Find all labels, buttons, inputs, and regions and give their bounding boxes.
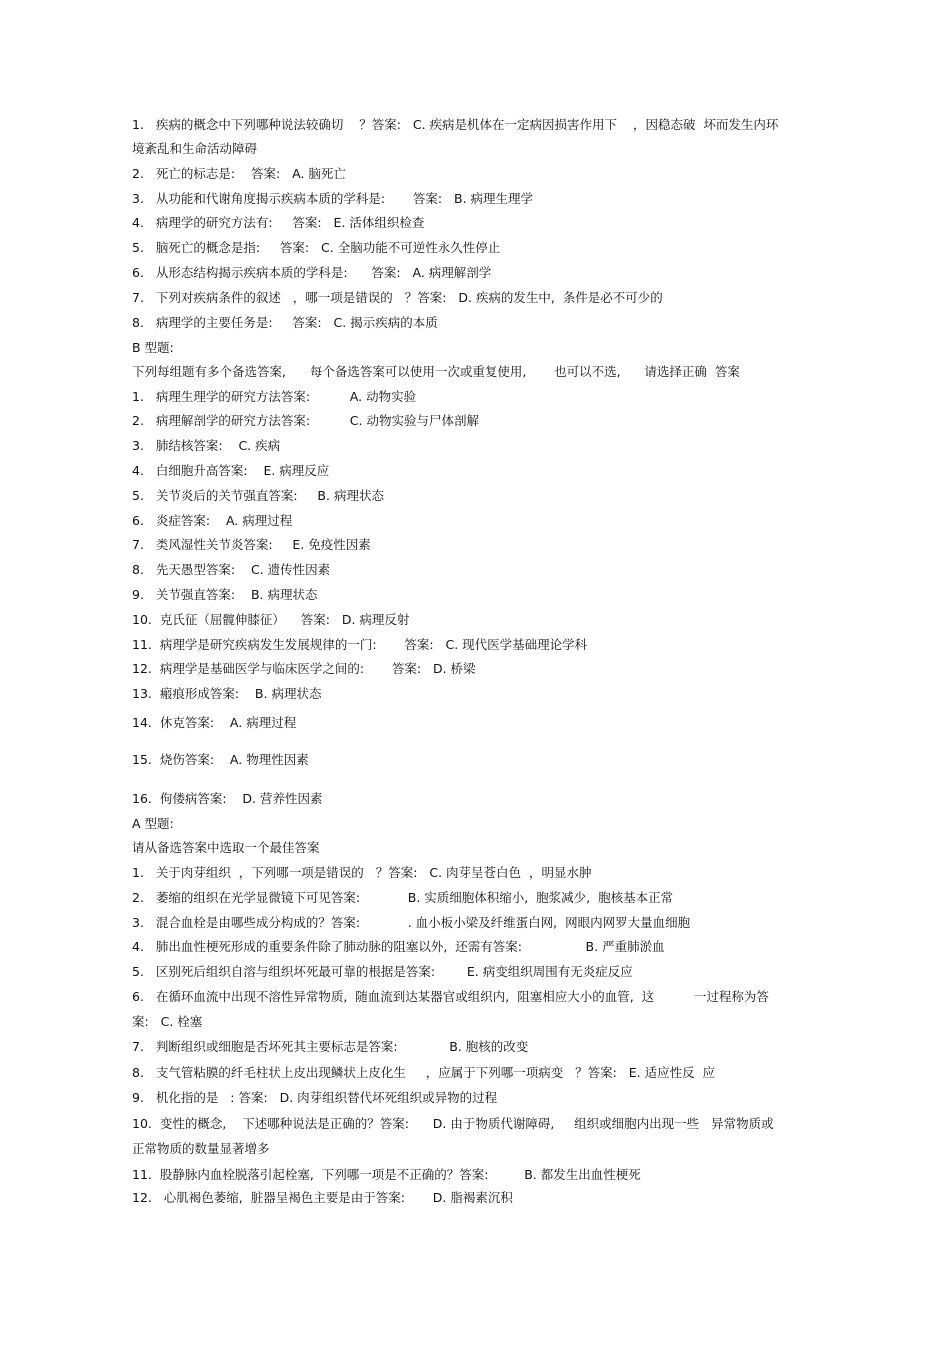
text-line: 2. 萎缩的组织在光学显微镜下可见答案: B. 实质细胞体积缩小, 胞浆减少, 胞核基本正常 [132, 890, 674, 905]
text-line: 12. 病理学是基础医学与临床医学之间的: 答案: D. 桥梁 [132, 661, 476, 676]
text-line: 6. 从形态结构揭示疾病本质的学科是: 答案: A. 病理解剖学 [132, 265, 492, 280]
text-line: 11. 股静脉内血栓脱落引起栓塞, 下列哪一项是不正确的？答案: B. 都发生出血性梗死 [132, 1167, 641, 1182]
text-line: 10. 克氏征（屈髋伸膝征） 答案: D. 病理反射 [132, 612, 410, 627]
text-line: 境紊乱和生命活动障碍 [132, 141, 258, 156]
text-line: 2. 死亡的标志是: 答案: A. 脑死亡 [132, 166, 346, 181]
text-line: 13. 瘢痕形成答案: B. 病理状态 [132, 686, 322, 701]
section-instruction: 下列每组题有多个备选答案, 每个备选答案可以使用一次或重复使用, 也可以不选, 请选择正确 答案 [132, 364, 740, 379]
section-instruction: 请从备选答案中选取一个最佳答案 [132, 840, 320, 855]
text-line: 8. 病理学的主要任务是: 答案: C. 揭示疾病的本质 [132, 315, 438, 330]
text-line: 4. 肺出血性梗死形成的重要条件除了肺动脉的阻塞以外, 还需有答案: B. 严重肺淤血 [132, 939, 665, 954]
text-line: 1. 病理生理学的研究方法答案: A. 动物实验 [132, 389, 417, 404]
text-line: 1. 关于肉芽组织 ，下列哪一项是错误的 ？答案: C. 肉芽呈苍白色 ，明显水肿 [132, 865, 592, 880]
text-line: 4. 白细胞升高答案: E. 病理反应 [132, 463, 330, 478]
text-line: 7. 判断组织或细胞是否坏死其主要标志是答案: B. 胞核的改变 [132, 1039, 529, 1054]
text-line: 16. 佝偻病答案: D. 营养性因素 [132, 791, 323, 806]
text-line: 10. 变性的概念, 下述哪种说法是正确的？答案: D. 由于物质代谢障碍, 组织或细胞内出现一些 异常物质或 [132, 1116, 774, 1131]
text-line: 7. 下列对疾病条件的叙述 ，哪一项是错误的 ？答案: D. 疾病的发生中, 条件是必不可少的 [132, 290, 663, 305]
text-line: 3. 混合血栓是由哪些成分构成的？答案: . 血小板小梁及纤维蛋白网, 网眼内网罗大量血细胞 [132, 915, 691, 930]
text-line: 5. 区别死后组织自溶与组织坏死最可靠的根据是答案: E. 病变组织周围有无炎症反应 [132, 964, 633, 979]
text-line: 6. 炎症答案: A. 病理过程 [132, 513, 293, 528]
text-line: 14. 休克答案: A. 病理过程 [132, 715, 297, 730]
text-line: 1. 疾病的概念中下列哪种说法较确切 ？答案: C. 疾病是机体在一定病因损害作用下 ，因稳态破 坏而发生内环 [132, 117, 779, 132]
text-line: 9. 关节强直答案: B. 病理状态 [132, 587, 318, 602]
text-line: 9. 机化指的是 : 答案: D. 肉芽组织替代坏死组织或异物的过程 [132, 1090, 498, 1105]
text-line: 5. 关节炎后的关节强直答案: B. 病理状态 [132, 488, 384, 503]
text-line: 7. 类风湿性关节炎答案: E. 免疫性因素 [132, 537, 371, 552]
text-line: 5. 脑死亡的概念是指: 答案: C. 全脑功能不可逆性永久性停止 [132, 240, 501, 255]
text-line: 2. 病理解剖学的研究方法答案: C. 动物实验与尸体剖解 [132, 413, 479, 428]
text-line: 正常物质的数量显著增多 [132, 1141, 270, 1156]
text-line: 8. 先天愚型答案: C. 遗传性因素 [132, 562, 331, 577]
text-line: 8. 支气管粘膜的纤毛柱状上皮出现鳞状上皮化生 ，应属于下列哪一项病变 ？答案: E. 适应性反 应 [132, 1065, 716, 1080]
text-line: 案: C. 栓塞 [132, 1014, 203, 1029]
text-line: 4. 病理学的研究方法有: 答案: E. 活体组织检查 [132, 215, 425, 230]
text-line: 15. 烧伤答案: A. 物理性因素 [132, 752, 309, 767]
text-line: 3. 肺结核答案: C. 疾病 [132, 438, 281, 453]
text-line: 11. 病理学是研究疾病发生发展规律的一门: 答案: C. 现代医学基础理论学科 [132, 637, 588, 652]
text-line: 3. 从功能和代谢角度揭示疾病本质的学科是: 答案: B. 病理生理学 [132, 191, 534, 206]
section-heading: A 型题: [132, 816, 174, 831]
text-line: 12. 心肌褐色萎缩, 脏器呈褐色主要是由于答案: D. 脂褐素沉积 [132, 1190, 513, 1205]
section-heading: B 型题: [132, 340, 174, 355]
text-line: 6. 在循环血流中出现不溶性异常物质, 随血流到达某器官或组织内, 阻塞相应大小的血管, 这 一过程称为答 [132, 989, 769, 1004]
